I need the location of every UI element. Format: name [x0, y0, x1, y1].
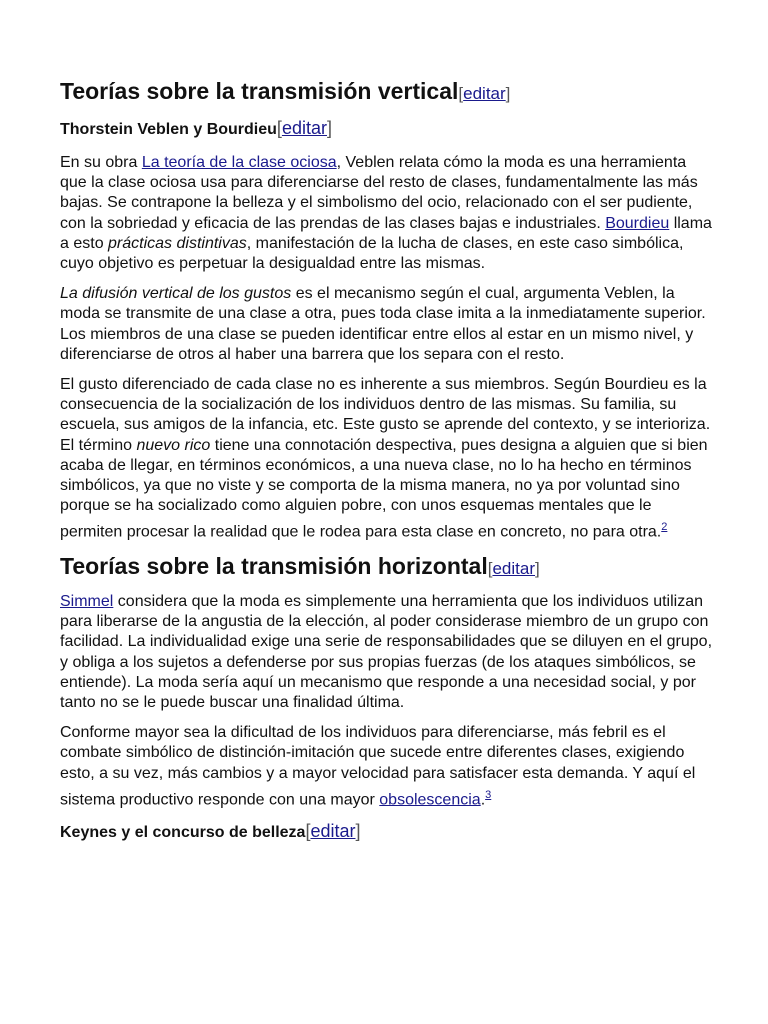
subsection-title: Keynes y el concurso de belleza	[60, 824, 306, 842]
link-bourdieu[interactable]: Bourdieu	[605, 214, 670, 232]
paragraph-difusion-vertical	[60, 284, 715, 365]
reference-link[interactable]: 2	[661, 521, 668, 534]
text: llama a esto	[60, 214, 712, 252]
text: , Veblen relata cómo la moda es una herramienta que la clase ociosa usa para diferenciarse del resto de clases, fundamentalmente las más bajas. Se contrapone la belleza y el simbolismo del ocio, relacionado con el ser pudiente, con la sobriedad y eficacia de las prendas de las clases bajas e industriales.	[60, 154, 698, 232]
edit-bracket-open: [	[276, 118, 282, 138]
text: , manifestación de la lucha de clases, en este caso simbólica, cuyo objetivo es perpetuar la desigualdad entre las mismas.	[60, 234, 684, 273]
edit-bracket-close: ]	[505, 84, 511, 103]
edit-bracket-open: [	[487, 558, 493, 578]
edit-link[interactable]: editar	[463, 84, 506, 103]
text: tiene una connotación despectiva, pues designa a alguien que si bien acaba de llegar, en términos económicos, a una nueva clase, no lo ha hecho en términos simbólicos, ya que no viste y se comporta de la misma manera, no ya por voluntad sino porque se ha socializado como alguien pobre, con unos esquemas mentales que le permiten procesar la realidad que le rodea para esta clase en concreto, no para otra.	[60, 436, 708, 541]
emphasis-text: nuevo rico	[136, 436, 211, 454]
text: es el mecanismo según el cual, argumenta Veblen, la moda se transmite de una clase a otra, pues toda clase imita a la inmediatamente superior. Los miembros de una clase se pueden identificar entre ellos al estar en un mismo nivel, y diferenciarse de otros al haber una barrera que los separa con el resto.	[60, 285, 706, 363]
text: Conforme mayor sea la dificultad de los individuos para diferenciarse, más febril es el combate simbólico de distinción-imitación que sucede entre diferentes clases, exigiendo esto, a su vez, más cambios y a mayor velocidad para satisfacer esta demanda. Y aquí el sistema productivo responde con una mayor	[60, 724, 696, 809]
emphasis-text: La difusión vertical de los gustos	[60, 285, 292, 303]
edit-bracket-open: [	[305, 821, 311, 842]
reference-link[interactable]: 3	[485, 788, 492, 801]
emphasis-text: prácticas distintivas	[108, 234, 247, 252]
edit-bracket-close: ]	[326, 118, 332, 138]
edit-link[interactable]: editar	[492, 558, 535, 578]
article-content	[60, 76, 715, 844]
link-obsolescencia[interactable]: obsolescencia	[379, 791, 481, 809]
paragraph-simmel	[60, 592, 715, 713]
edit-bracket-close: ]	[355, 821, 361, 842]
subsection-title: Thorstein Veblen y Bourdieu	[60, 121, 277, 138]
text: .	[480, 791, 486, 809]
section-title: Teorías sobre la transmisión vertical	[60, 78, 459, 104]
paragraph-gusto-diferenciado	[60, 375, 715, 543]
edit-bracket-open: [	[458, 84, 464, 103]
paragraph-veblen	[60, 153, 715, 274]
subsection-heading-keynes	[60, 820, 715, 844]
section-heading-vertical	[60, 76, 715, 109]
reference-superscript	[485, 786, 491, 801]
text: En su obra	[60, 154, 142, 171]
link-teoria-clase-ociosa[interactable]: La teoría de la clase ociosa	[141, 154, 337, 171]
reference-superscript	[661, 518, 667, 533]
paragraph-dificultad	[60, 723, 715, 810]
section-title: Teorías sobre la transmisión horizontal	[60, 552, 488, 579]
text: El gusto diferenciado de cada clase no es inherente a sus miembros. Según Bourdieu es la consecuencia de la socialización de los individuos dentro de las mismas. Su familia, su escuela, sus amigos de la infancia, etc. Este gusto se aprende del contexto, y se interioriza. El término	[60, 376, 711, 454]
link-simmel[interactable]: Simmel	[60, 592, 114, 610]
text: considera que la moda es simplemente una herramienta que los individuos utilizan para liberarse de la angustia de la elección, al poder considerase miembro de un grupo con facilidad. La individualidad exige una serie de responsabilidades que se diluyen en el grupo, y obliga a los sujetos a defenderse por sus propias fuerzas (de los ataques simbólicos, se entiende). La moda sería aquí un mecanismo que responde a una necesidad social, y por tanto no se le puede buscar una finalidad última.	[60, 592, 713, 711]
edit-bracket-close: ]	[535, 558, 540, 578]
edit-link[interactable]: editar	[310, 821, 356, 842]
edit-link[interactable]: editar	[281, 118, 327, 138]
subsection-heading-veblen-bourdieu	[60, 117, 715, 141]
section-heading-horizontal	[60, 551, 715, 584]
